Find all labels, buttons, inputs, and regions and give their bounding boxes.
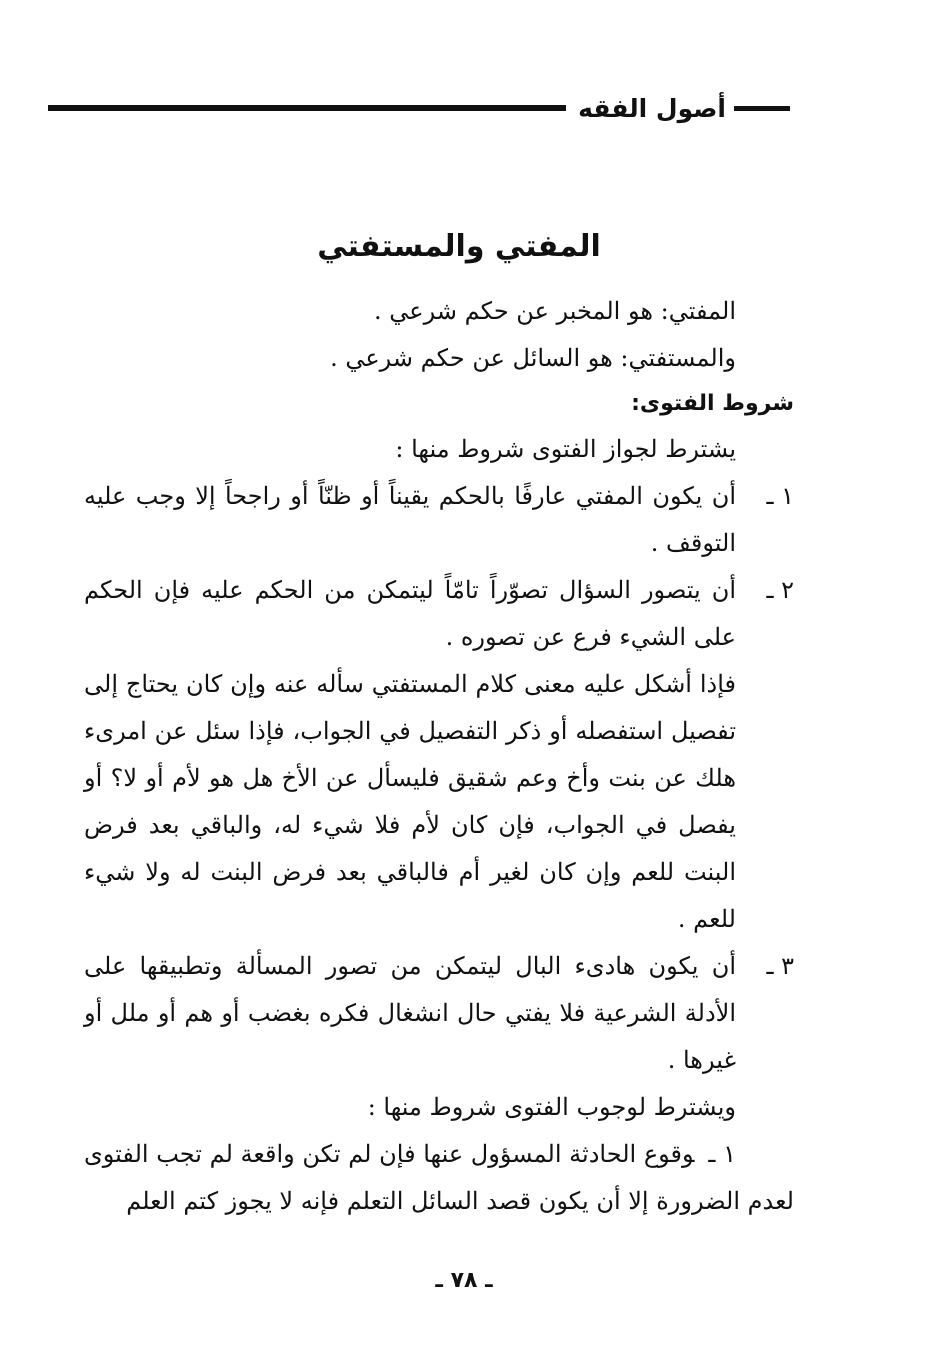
running-header <box>48 88 790 128</box>
item-text: أن يكون هادىء البال ليتمكن من تصور المسألة وتطبيقها على الأدلة الشرعية فلا يفتي حال انشغال فكره بغضب أو هم أو ملل أو غيرها . <box>84 952 736 1074</box>
page-number: ـ ٧٨ ـ <box>435 1268 493 1293</box>
conditions-intro: يشترط لجواز الفتوى شروط منها : <box>395 435 736 463</box>
item-text: أن يتصور السؤال تصوّراً تامّاً ليتمكن من الحكم عليه فإن الحكم على الشيء فرع عن تصوره . <box>84 576 736 651</box>
list-item <box>84 567 794 661</box>
condition-number: ١ ـ <box>708 1140 736 1168</box>
list-item <box>84 943 794 1084</box>
definition-mustafti: والمستفتي: هو السائل عن حكم شرعي . <box>330 344 736 372</box>
section-title: المفتي والمستفتي <box>317 229 601 264</box>
header-dash <box>734 106 790 111</box>
obligation-condition <box>84 1131 794 1225</box>
condition-text: وقوع الحادثة المسؤول عنها فإن لم تكن واقعة لم تجب الفتوى لعدم الضرورة إلا أن يكون قصد السائل التعلم فإنه لا يجوز كتم العلم <box>84 1140 794 1215</box>
item-number: ٢ ـ <box>766 576 794 604</box>
list-item <box>84 473 794 567</box>
header-title: أصول الفقه <box>578 93 726 123</box>
explanation-paragraph: فإذا أشكل عليه معنى كلام المستفتي سأله عنه وإن كان يحتاج إلى تفصيل استفصله أو ذكر التفصيل في الجواب، فإذا سئل عن امرىء هلك عن بنت وأخ وعم شقيق فليسأل عن الأخ هل هو لأم أو لا؟ أو يفصل في الجواب، فإن كان لأم فلا شيء له، والباقي بعد فرض البنت للعم وإن كان لغير أم فالباقي بعد فرض البنت له ولا شيء للعم . <box>84 670 736 933</box>
obligation-intro: ويشترط لوجوب الفتوى شروط منها : <box>367 1093 736 1121</box>
item-number: ٣ ـ <box>766 952 794 980</box>
conditions-heading: شروط الفتوى: <box>631 391 794 416</box>
item-number: ١ ـ <box>766 482 794 510</box>
item-text: أن يكون المفتي عارفًا بالحكم يقيناً أو ظنّاً أو راجحاً إلا وجب عليه التوقف . <box>84 482 736 557</box>
header-rule <box>48 105 566 111</box>
page-body <box>84 220 794 1225</box>
definition-mufti: المفتي: هو المخبر عن حكم شرعي . <box>374 297 736 325</box>
